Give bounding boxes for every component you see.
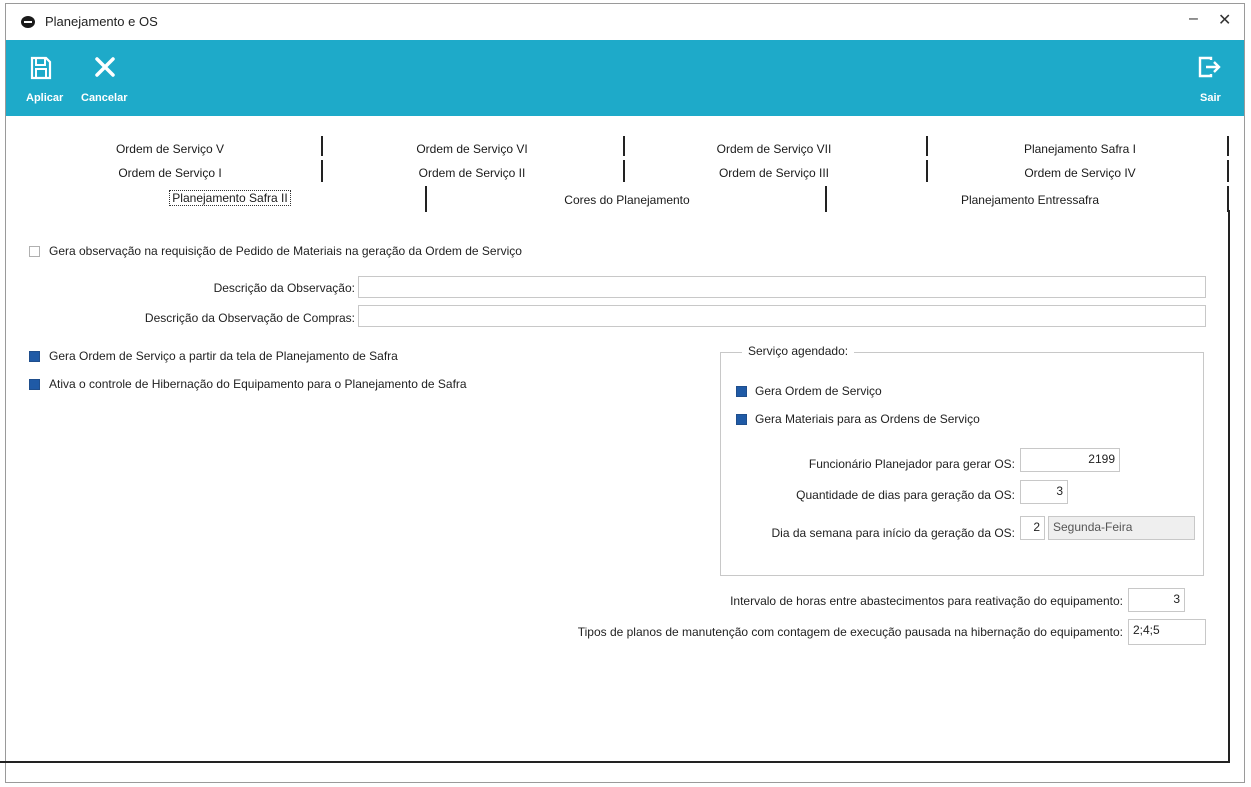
tipos-planos-label: Tipos de planos de manutenção com contagem de execução pausada na hibernação do equipamento:	[577, 625, 1123, 639]
gera-observacao-label: Gera observação na requisição de Pedido de Materiais na geração da Ordem de Serviço	[49, 244, 522, 258]
descricao-observacao-label: Descrição da Observação:	[213, 281, 355, 295]
title-bar	[6, 4, 1244, 40]
tab-separator	[623, 136, 625, 156]
tab-os-iv[interactable]: Ordem de Serviço IV	[1024, 166, 1136, 180]
tab-separator	[623, 160, 625, 182]
tab-separator	[1227, 186, 1229, 212]
tab-planejamento-entressafra[interactable]: Planejamento Entressafra	[960, 193, 1100, 207]
gera-os-label: Gera Ordem de Serviço	[755, 384, 882, 398]
window-title: Planejamento e OS	[45, 14, 158, 29]
quantidade-dias-label: Quantidade de dias para geração da OS:	[796, 488, 1015, 502]
tab-os-vi[interactable]: Ordem de Serviço VI	[416, 142, 528, 156]
toolbar	[6, 40, 1244, 116]
cancel-label: Cancelar	[81, 92, 128, 104]
exit-label: Sair	[1200, 92, 1221, 104]
funcionario-input[interactable]: 2199	[1020, 448, 1120, 472]
gera-observacao-checkbox[interactable]	[29, 246, 40, 257]
tab-separator	[321, 160, 323, 182]
close-icon	[94, 56, 116, 78]
descricao-observacao-input[interactable]	[358, 276, 1206, 298]
tab-os-iii[interactable]: Ordem de Serviço III	[718, 166, 830, 180]
tab-separator	[926, 136, 928, 156]
tab-planejamento-safra-ii[interactable]	[120, 191, 340, 205]
tab-active-label: Planejamento Safra II	[169, 190, 290, 206]
ativa-hibernacao-label: Ativa o controle de Hibernação do Equipamento para o Planejamento de Safra	[49, 377, 467, 391]
servico-agendado-title: Serviço agendado:	[742, 344, 854, 358]
intervalo-horas-label: Intervalo de horas entre abastecimentos para reativação do equipamento:	[730, 594, 1123, 608]
gera-os-checkbox[interactable]	[736, 386, 747, 397]
dia-semana-name: Segunda-Feira	[1048, 516, 1195, 540]
tab-os-v[interactable]: Ordem de Serviço V	[115, 142, 225, 156]
tab-cores-planejamento[interactable]: Cores do Planejamento	[564, 193, 690, 207]
descricao-observacao-compras-input[interactable]	[358, 305, 1206, 327]
apply-button[interactable]	[6, 40, 70, 116]
tab-separator	[1227, 136, 1229, 156]
tab-os-ii[interactable]: Ordem de Serviço II	[418, 166, 526, 180]
ativa-hibernacao-checkbox[interactable]	[29, 379, 40, 390]
tab-separator	[926, 160, 928, 182]
tab-pane-border-right	[1228, 210, 1230, 763]
tab-os-i[interactable]: Ordem de Serviço I	[118, 166, 222, 180]
funcionario-label: Funcionário Planejador para gerar OS:	[808, 457, 1015, 471]
exit-button[interactable]	[1186, 40, 1236, 116]
tab-planejamento-safra-i[interactable]: Planejamento Safra I	[1023, 142, 1137, 156]
gera-os-planejamento-label: Gera Ordem de Serviço a partir da tela de Planejamento de Safra	[49, 349, 398, 363]
tab-separator	[425, 186, 427, 212]
logout-icon	[1198, 56, 1222, 78]
minimize-button[interactable]: –	[1189, 10, 1198, 27]
dia-semana-input[interactable]: 2	[1020, 516, 1045, 540]
tipos-planos-input[interactable]: 2;4;5	[1128, 619, 1206, 645]
gera-materiais-label: Gera Materiais para as Ordens de Serviço	[755, 412, 980, 426]
close-window-button[interactable]: ✕	[1218, 12, 1232, 29]
tab-separator	[825, 186, 827, 212]
tab-separator	[1227, 160, 1229, 182]
cancel-button[interactable]	[76, 40, 136, 116]
quantidade-dias-input[interactable]: 3	[1020, 480, 1068, 504]
intervalo-horas-input[interactable]: 3	[1128, 588, 1185, 612]
tab-os-vii[interactable]: Ordem de Serviço VII	[716, 142, 832, 156]
gera-materiais-checkbox[interactable]	[736, 414, 747, 425]
tab-separator	[321, 136, 323, 156]
apply-label: Aplicar	[26, 92, 64, 104]
gera-os-planejamento-checkbox[interactable]	[29, 351, 40, 362]
descricao-observacao-compras-label: Descrição da Observação de Compras:	[144, 311, 355, 325]
tab-pane-border-bottom	[0, 761, 1228, 763]
save-icon	[30, 56, 52, 80]
dia-semana-label: Dia da semana para início da geração da OS:	[771, 526, 1015, 540]
app-logo-icon	[21, 16, 35, 28]
